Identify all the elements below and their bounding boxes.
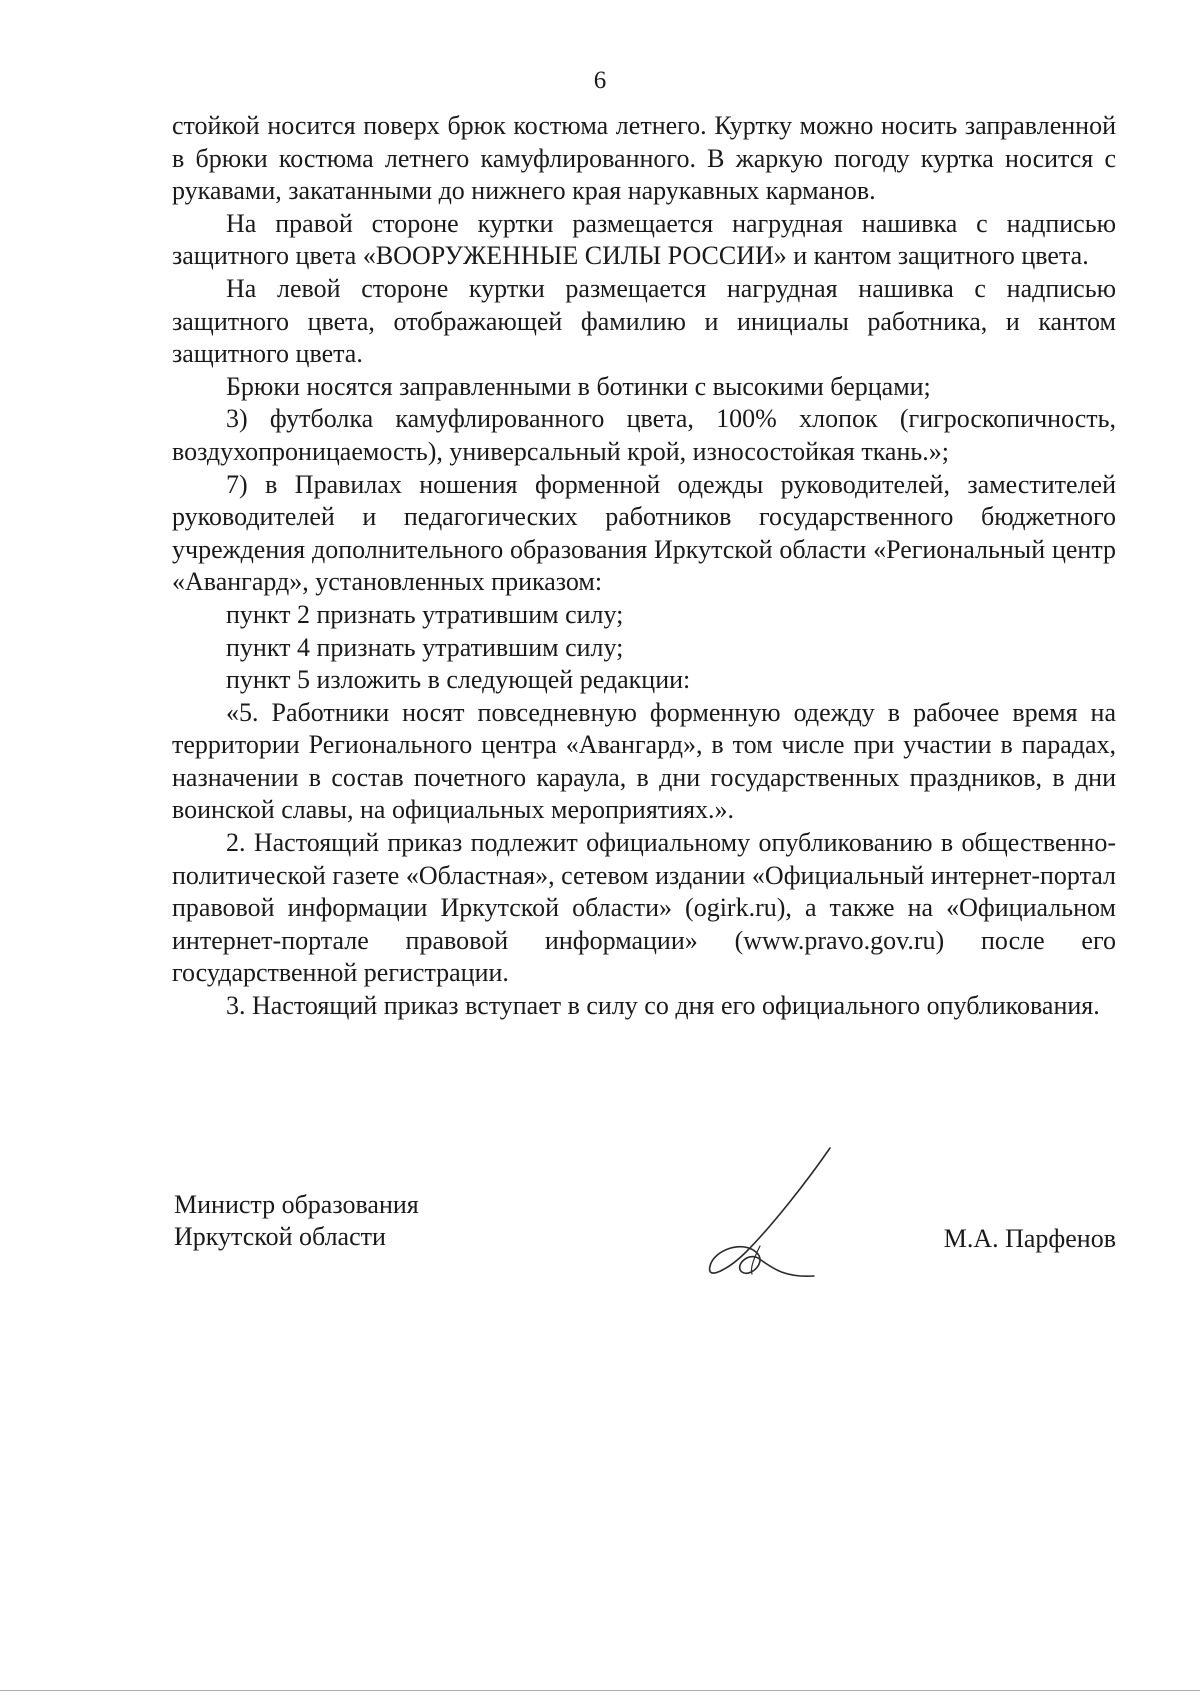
- paragraph-3: На левой стороне куртки размещается нагрудная нашивка с надписью защитного цвета, отображающей фамилию и инициалы работника, и кантом защитного цвета.: [172, 273, 1116, 369]
- paragraph-5: 3) футболка камуфлированного цвета, 100% хлопок (гигроскопичность, воздухопроницаемость), универсальный крой, износостойкая ткань.»;: [172, 404, 1116, 466]
- signer-name: М.А. Парфенов: [943, 1224, 1116, 1253]
- paragraph-11: 2. Настоящий приказ подлежит официальному опубликованию в общественно-политической газете «Областная», сетевом издании «Официальный интернет-портал правовой информации Иркутской области» (ogirk.ru), а также на «Официальном интернет-портале правовой информации» (www.pravo.gov.ru) после его государственной регистрации.: [172, 828, 1116, 988]
- paragraph-6: 7) в Правилах ношения форменной одежды руководителей, заместителей руководителей и педагогических работников государственного бюджетного учреждения дополнительного образования Иркутской области «Региональный центр «Авангард», установленных приказом:: [172, 469, 1116, 597]
- paragraph-7: пункт 2 признать утратившим силу;: [226, 599, 624, 629]
- paragraph-9: пункт 5 изложить в следующей редакции:: [226, 665, 691, 695]
- scan-edge-line: [0, 1690, 1200, 1691]
- signer-position-line-2: Иркутской области: [174, 1222, 386, 1251]
- paragraph-8: пункт 4 признать утратившим силу;: [226, 632, 624, 662]
- paragraph-10: «5. Работники носят повседневную форменную одежду в рабочее время на территории Регионального центра «Авангард», в том числе при участии в парадах, назначении в состав почетного караула, в дни государственных праздников, в дни воинской славы, на официальных мероприятиях.».: [172, 697, 1116, 825]
- handwritten-signature: [690, 1140, 850, 1290]
- document-body: [172, 110, 1116, 1023]
- paragraph-2: На правой стороне куртки размещается нагрудная нашивка с надписью защитного цвета «ВООРУЖЕННЫЕ СИЛЫ РОССИИ» и кантом защитного цвета.: [172, 208, 1116, 271]
- signer-position-line-1: Министр образования: [174, 1190, 419, 1219]
- signer-position: [174, 1189, 419, 1253]
- paragraph-1: стойкой носится поверх брюк костюма летнего. Куртку можно носить заправленной в брюки костюма летнего камуфлированного. В жаркую погоду куртка носится с рукавами, закатанными до нижнего края нарукавных карманов.: [172, 111, 1116, 206]
- paragraph-4: Брюки носятся заправленными в ботинки с высокими берцами;: [226, 371, 931, 401]
- paragraph-12: 3. Настоящий приказ вступает в силу со дня его официального опубликования.: [226, 991, 1100, 1021]
- page-number: 6: [593, 67, 607, 94]
